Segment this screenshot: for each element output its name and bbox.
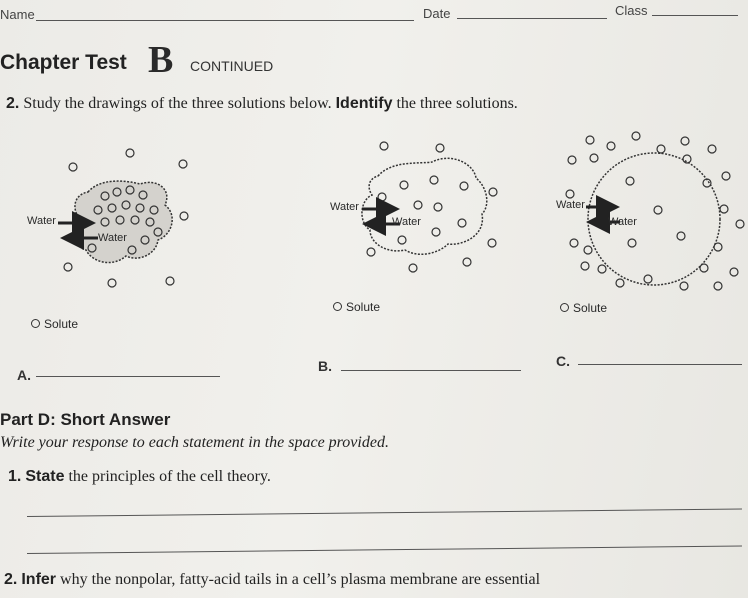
water-label-c-out: Water <box>608 216 637 228</box>
answer-c-label: C. <box>556 353 570 369</box>
answer-a-line[interactable] <box>36 376 220 377</box>
question-2-bold: Identify <box>335 95 393 112</box>
water-label-a-out: Water <box>98 232 127 244</box>
continued-label: CONTINUED <box>190 58 274 74</box>
class-label: Class <box>615 3 648 18</box>
test-letter: B <box>148 39 174 81</box>
cell-c-outer-particles <box>566 132 744 290</box>
part-d-question-2 <box>4 571 540 589</box>
diagram-b <box>362 142 497 272</box>
answer-b-label: B. <box>318 358 332 374</box>
part-d-question-1 <box>8 468 271 486</box>
solute-legend-c <box>560 301 607 315</box>
question-2-suffix: the three solutions. <box>396 95 518 112</box>
name-label: Name <box>0 7 35 22</box>
solute-label-c: Solute <box>573 301 608 315</box>
solute-icon <box>31 319 40 328</box>
part-d-q2-text: why the nonpolar, fatty-acid tails in a cell’s plasma membrane are essential <box>60 571 541 588</box>
part-d-instructions: Write your response to each statement in the space provided. <box>0 434 389 451</box>
answer-c-line[interactable] <box>578 364 742 365</box>
solute-label-a: Solute <box>44 317 79 331</box>
answer-b-line[interactable] <box>341 370 521 371</box>
solute-legend-a <box>31 317 78 331</box>
date-label: Date <box>423 6 451 21</box>
water-label-b-out: Water <box>392 216 421 228</box>
part-d-q1-number: 1. <box>8 468 22 485</box>
chapter-test-title: Chapter Test <box>0 51 127 74</box>
solute-label-b: Solute <box>346 300 381 314</box>
part-d-title: Part D: Short Answer <box>0 410 171 429</box>
question-2-number: 2. <box>6 95 20 112</box>
cell-b-outline <box>362 158 487 254</box>
part-d-q2-bold: Infer <box>21 571 57 588</box>
solute-legend-b <box>333 300 380 314</box>
cell-c-inner-particles <box>626 177 685 247</box>
water-label-b-in: Water <box>330 201 359 213</box>
solute-icon <box>333 302 342 311</box>
diagram-c <box>566 132 744 290</box>
answer-a-label: A. <box>17 367 31 383</box>
diagram-a <box>58 149 188 287</box>
water-label-c-in: Water <box>556 199 585 211</box>
part-d-q2-number: 2. <box>4 571 18 588</box>
question-2-prefix: Study the drawings of the three solutions below. <box>23 95 332 112</box>
solute-icon <box>560 303 569 312</box>
part-d-q1-text: the principles of the cell theory. <box>68 468 271 485</box>
water-label-a-in: Water <box>27 215 56 227</box>
part-d-q1-bold: State <box>25 468 65 485</box>
